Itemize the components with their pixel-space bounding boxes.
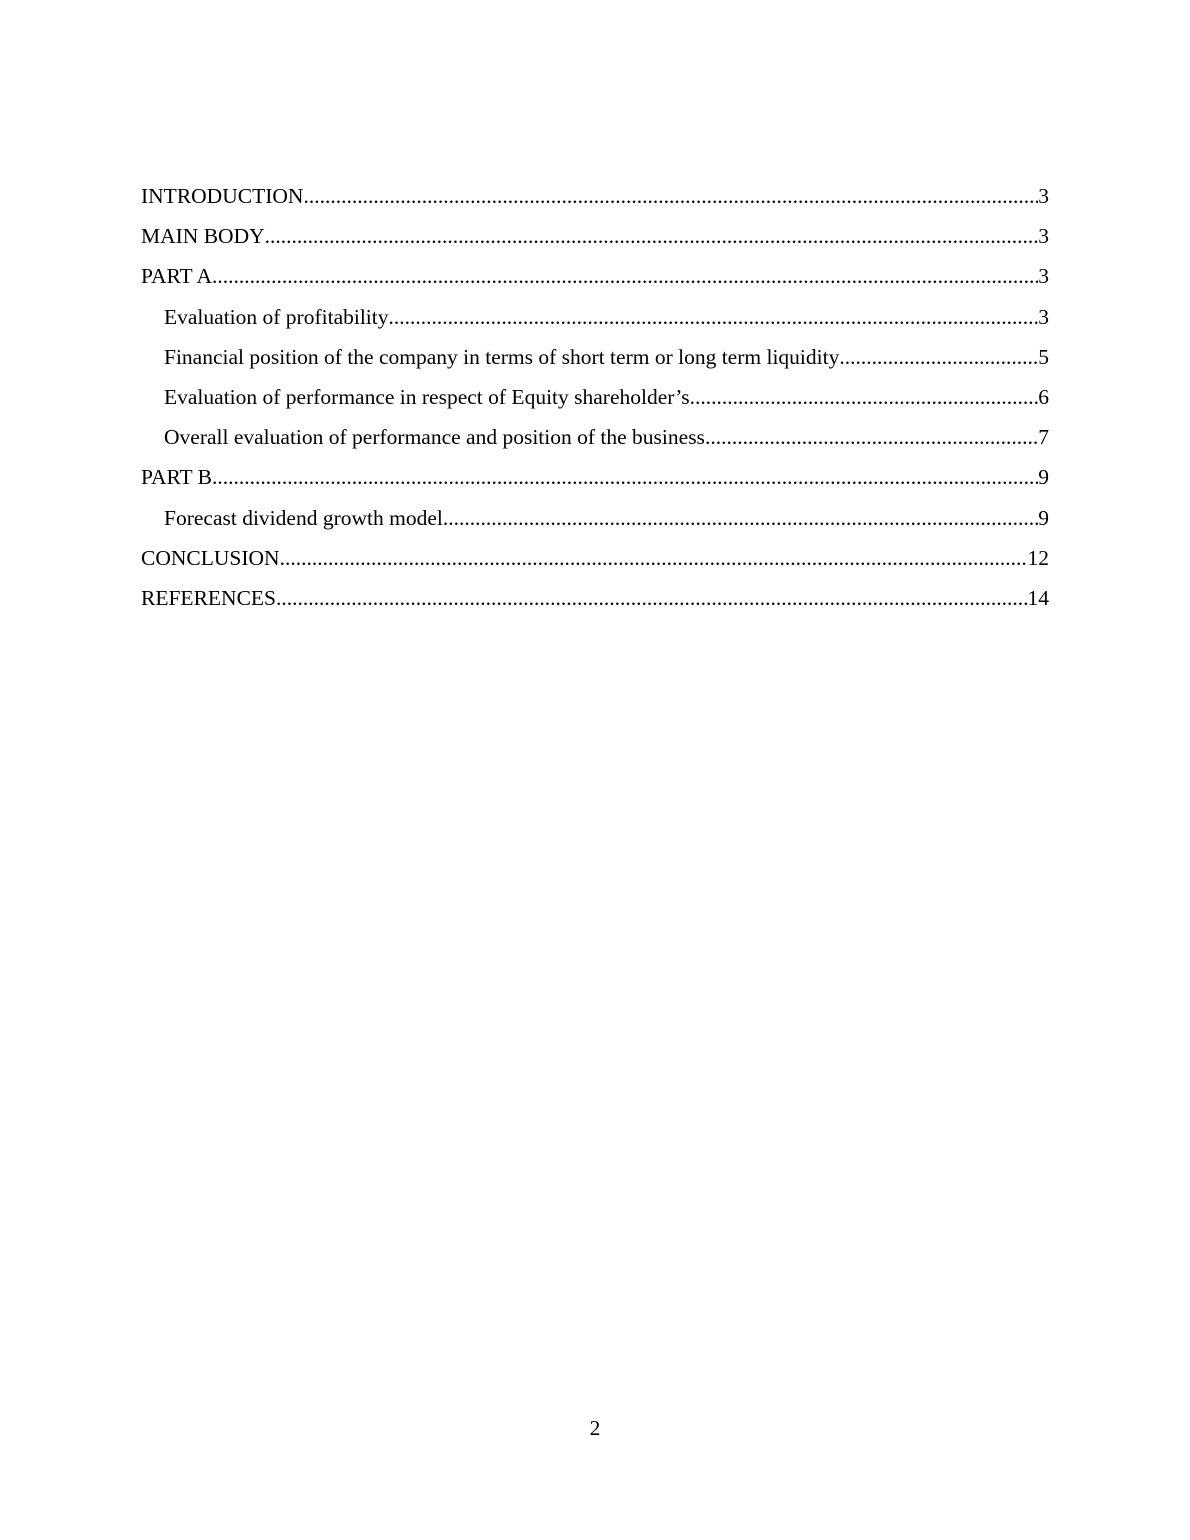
toc-entry-label: Forecast dividend growth model [164, 505, 443, 530]
toc-entry-evaluation-of-profitability[interactable] [141, 297, 1049, 337]
toc-dot-leader [839, 337, 1038, 377]
toc-entry-page: 3 [1038, 264, 1049, 289]
toc-entry-label: REFERENCES [141, 585, 276, 610]
toc-entry-main-body[interactable] [141, 216, 1049, 256]
toc-entry-equity-shareholders[interactable] [141, 377, 1049, 417]
toc-entry-conclusion[interactable] [141, 538, 1049, 578]
toc-entry-introduction[interactable] [141, 176, 1049, 216]
toc-entry-references[interactable] [141, 578, 1049, 618]
toc-entry-label: Overall evaluation of performance and position of the business [164, 425, 705, 450]
toc-entry-overall-evaluation[interactable] [141, 417, 1049, 457]
toc-entry-page: 5 [1038, 344, 1049, 369]
toc-dot-leader [303, 176, 1038, 216]
table-of-contents [141, 176, 1049, 618]
toc-dot-leader [212, 256, 1038, 296]
toc-entry-label: PART A [141, 264, 213, 289]
toc-entry-page: 9 [1038, 505, 1049, 530]
toc-dot-leader [280, 538, 1028, 578]
toc-entry-page: 3 [1038, 184, 1049, 208]
toc-entry-financial-position[interactable] [141, 337, 1049, 377]
toc-dot-leader [389, 297, 1039, 337]
toc-entry-label: INTRODUCTION [141, 184, 304, 208]
toc-entry-page: 9 [1038, 465, 1049, 490]
toc-entry-label: MAIN BODY [141, 224, 265, 249]
page-number: 2 [589, 1416, 601, 1440]
toc-entry-label: Evaluation of profitability [164, 304, 389, 329]
toc-dot-leader [276, 578, 1028, 618]
toc-dot-leader [705, 417, 1038, 457]
toc-entry-page: 12 [1027, 545, 1049, 570]
toc-dot-leader [443, 498, 1038, 538]
toc-entry-page: 14 [1027, 585, 1049, 610]
toc-entry-label: Evaluation of performance in respect of Equity shareholder’s [164, 384, 690, 409]
toc-entry-page: 3 [1038, 224, 1049, 249]
toc-entry-part-a[interactable] [141, 256, 1049, 296]
toc-entry-forecast-dividend-growth[interactable] [141, 498, 1049, 538]
toc-entry-page: 7 [1038, 425, 1049, 450]
toc-entry-label: Financial position of the company in terms of short term or long term liquidity [164, 344, 840, 369]
toc-dot-leader [690, 377, 1039, 417]
toc-dot-leader [212, 457, 1038, 497]
toc-entry-label: PART B [141, 465, 213, 490]
toc-dot-leader [265, 216, 1039, 256]
toc-entry-page: 6 [1038, 384, 1049, 409]
toc-entry-page: 3 [1038, 304, 1049, 329]
toc-entry-part-b[interactable] [141, 457, 1049, 497]
toc-entry-label: CONCLUSION [141, 545, 280, 570]
